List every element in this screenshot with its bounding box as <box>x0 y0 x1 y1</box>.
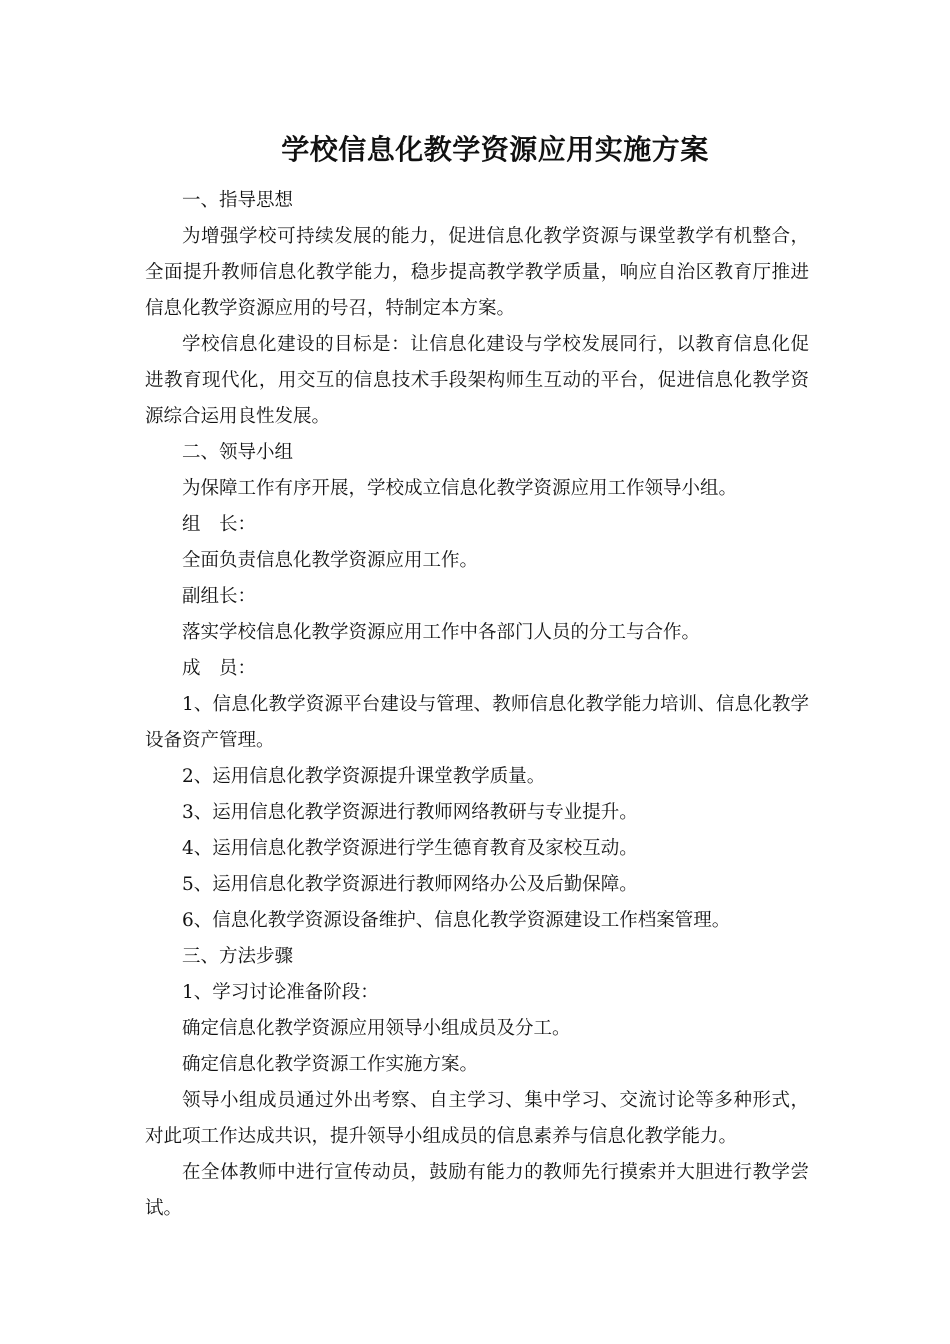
member-duty-item: 2、运用信息化教学资源提升课堂教学质量。 <box>182 766 546 787</box>
role-members-label: 成 员： <box>182 658 257 679</box>
member-duty-item: 4、运用信息化教学资源进行学生德育教育及家校互动。 <box>182 838 638 859</box>
section-heading-leadership-group: 二、领导小组 <box>182 442 294 463</box>
step-item: 确定信息化教学资源工作实施方案。 <box>182 1054 479 1075</box>
document-body <box>145 183 809 1227</box>
step-heading-preparation: 1、学习讨论准备阶段： <box>182 982 379 1003</box>
step-item: 领导小组成员通过外出考察、自主学习、集中学习、交流讨论等多种形式，对此项工作达成共识，提升领导小组成员的信息素养与信息化教学能力。 <box>145 1090 809 1147</box>
step-item: 确定信息化教学资源应用领导小组成员及分工。 <box>182 1018 571 1039</box>
role-leader-duty: 全面负责信息化教学资源应用工作。 <box>182 550 479 571</box>
member-duty-item: 5、运用信息化教学资源进行教师网络办公及后勤保障。 <box>182 874 638 895</box>
role-deputy-label: 副组长： <box>182 586 257 607</box>
paragraph-goal: 学校信息化建设的目标是：让信息化建设与学校发展同行，以教育信息化促进教育现代化，用交互的信息技术手段架构师生互动的平台，促进信息化教学资源综合运用良性发展。 <box>145 334 809 427</box>
paragraph-group-established: 为保障工作有序开展，学校成立信息化教学资源应用工作领导小组。 <box>182 478 738 499</box>
section-heading-guiding-thought: 一、指导思想 <box>182 190 294 211</box>
member-duty-item: 6、信息化教学资源设备维护、信息化教学资源建设工作档案管理。 <box>182 910 731 931</box>
role-deputy-duty: 落实学校信息化教学资源应用工作中各部门人员的分工与合作。 <box>182 622 701 643</box>
paragraph-purpose: 为增强学校可持续发展的能力，促进信息化教学资源与课堂教学有机整合，全面提升教师信息化教学能力，稳步提高教学教学质量，响应自治区教育厅推进信息化教学资源应用的号召，特制定本方案。 <box>145 226 809 319</box>
member-duty-item: 1、信息化教学资源平台建设与管理、教师信息化教学能力培训、信息化教学设备资产管理。 <box>145 694 809 751</box>
section-heading-methods: 三、方法步骤 <box>182 946 294 967</box>
member-duty-item: 3、运用信息化教学资源进行教师网络教研与专业提升。 <box>182 802 638 823</box>
step-item: 在全体教师中进行宣传动员，鼓励有能力的教师先行摸索并大胆进行教学尝试。 <box>145 1162 809 1219</box>
document-title: 学校信息化教学资源应用实施方案 <box>281 133 709 166</box>
role-leader-label: 组 长： <box>182 514 257 535</box>
